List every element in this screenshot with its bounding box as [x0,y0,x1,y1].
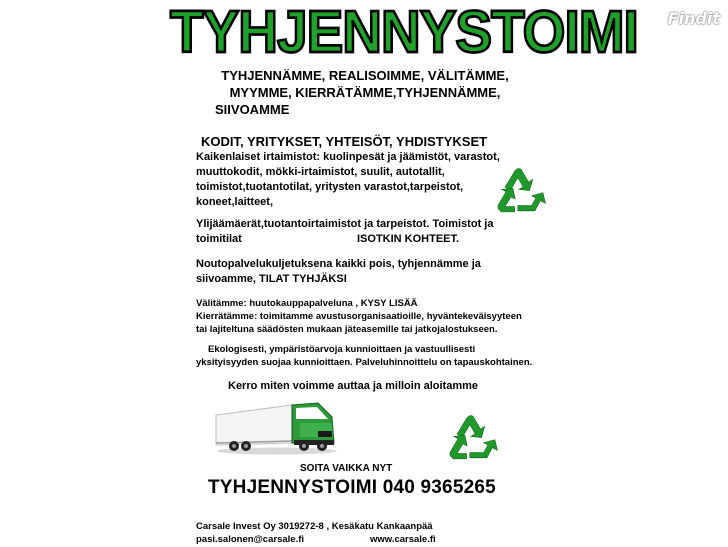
truck-illustration [214,399,340,455]
para1-line-4: koneet,laitteet, [196,196,274,208]
phone-line: TYHJENNYSTOIMI 040 9365265 [208,477,496,498]
para3-line-2: siivoamme, TILAT TYHJÄKSI [196,273,347,285]
para3-line-1: Noutopalvelukuljetuksena kaikki pois, tyhjennämme ja [196,258,481,270]
call-now-text: SOITA VAIKKA NYT [300,463,393,474]
intro-line-1: TYHJENNÄMME, REALISOIMME, VÄLITÄMME, [221,68,509,83]
recycle-icon [446,413,500,461]
footer-email: pasi.salonen@carsale.fi [196,534,305,545]
section-heading: KODIT, YRITYKSET, YHTEISÖT, YHDISTYKSET [201,134,488,149]
para2-line-1: Ylijäämäerät,tuotantoirtaimistot ja tarpeistot. Toimistot ja [196,218,494,230]
recycle-icon [494,166,548,214]
footer-web: www.carsale.fi [370,534,436,545]
cta-prompt: Kerro miten voimme auttaa ja milloin aloitamme [228,380,479,392]
para5-line-1: Ekologisesti, ympäristöarvoja kunnioittaen ja vastuullisesti [208,344,476,355]
para4-line-2: Kierrätämme: toimitamme avustusorganisaatioille, hyväntekeväisyyteen [196,311,522,322]
para1-line-2: muuttokodit, mökki-irtaimistot, suulit, autotallit, [196,166,445,178]
para2-line-2a: toimitilat [196,233,242,245]
para4-line-3: tai lajiteltuna säädösten mukaan jäteasemille tai jatkojalostukseen. [196,324,498,335]
footer-company: Carsale Invest Oy 3019272-8 , Kesäkatu Kankaanpää [196,521,433,532]
para1-line-3: toimistot,tuotantotilat, yritysten varastot,tarpeistot, [196,181,464,193]
intro-line-3: SIIVOAMME [215,102,290,117]
para4-line-1: Välitämme: huutokauppapalveluna , KYSY LISÄÄ [196,298,418,309]
para2-line-2b: ISOTKIN KOHTEET. [357,233,460,245]
page-title: TYHJENNYSTOIMI [170,0,638,65]
para5-line-2: yksityisyyden suojaa kunnioittaen. Palveluhinnoittelu on tapauskohtainen. [196,357,533,368]
para1-line-1: Kaikenlaiset irtaimistot: kuolinpesät ja jäämistöt, varastot, [196,151,500,163]
findit-watermark: Findit [667,9,720,28]
intro-line-2: MYYMME, KIERRÄTÄMME,TYHJENNÄMME, [229,85,501,100]
